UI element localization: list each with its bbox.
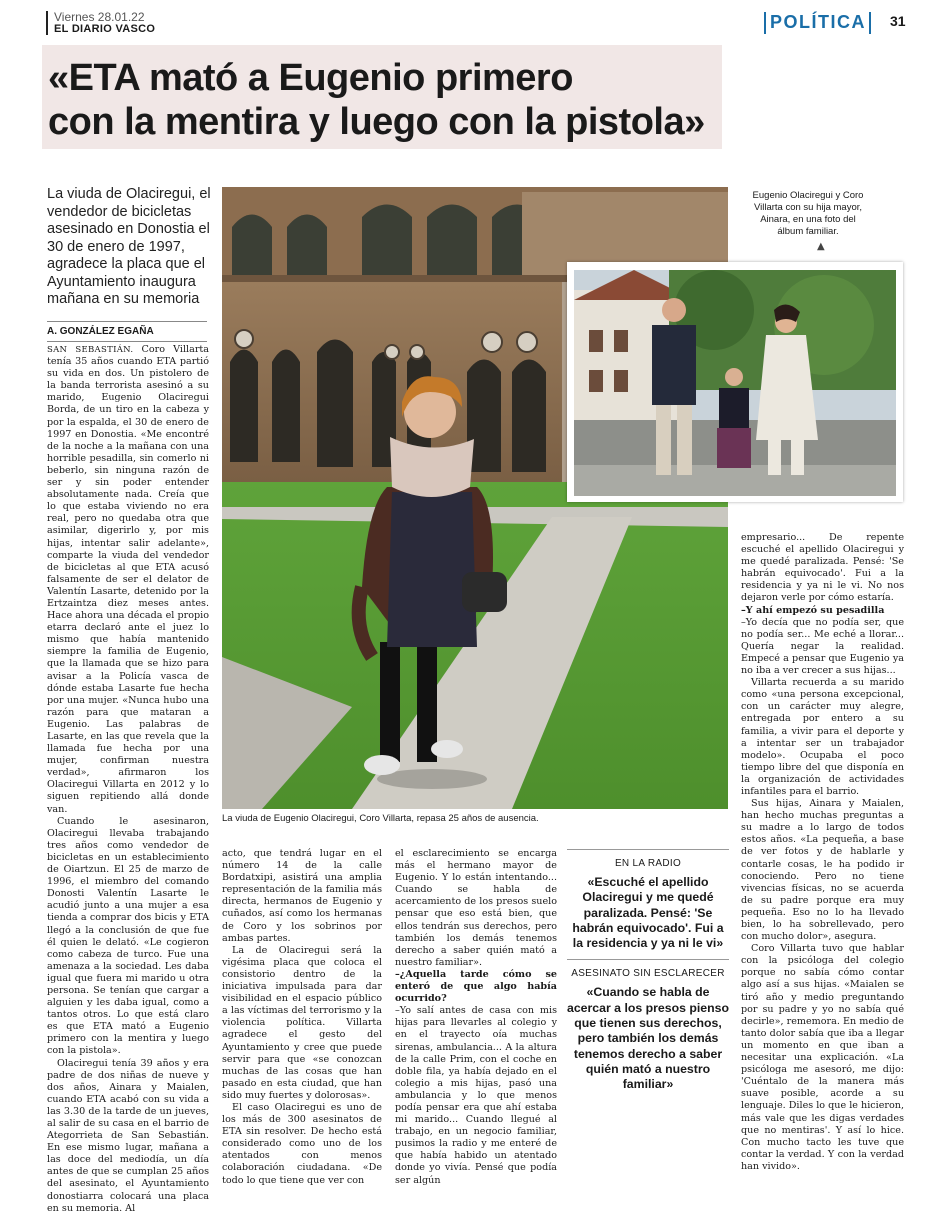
article-paragraph: SAN SEBASTIÁN. Coro Villarta tenía 35 años cuando ETA partió su vida en dos. Un pistolero de la banda terrorista asesinó a su marido, Eugenio Olaciregui Borda, de un tiro en la cabeza y por la espalda, el 30 de enero de 1997 en Donostia. «Me encontré de la noche a la mañana con una horrible pesadilla, sin comerlo ni beberlo, sin ninguna razón de ser y sin poder entender absolutamente nada. Creía que lo que estaba viviendo no era real, pero no quedaba otra que asimilar, digerirlo y, por mis hijas, intentar salir adelante», comparte la viuda del vendedor de bicicletas al que ETA acusó falsamente de ser el delator de Valentín Lasarte, detenido por la Ertzaintza diez meses antes. Hace ahora una década el propio etarra declaró ante el juez lo mismo que había mantenido siempre la familia de Eugenio, que la llamada que se hizo para avisar a la Policía vasca de dónde estaba Lasarte fue hecha por una mujer. «Nunca hubo una razón para que mataran a Eugenio. Las palabras de Lasarte, en las que revela que la llamada fue hecha por una mujer, confirman nuestra verdad», afirmaron los Olaciregui Villarta en 2012 y lo siguen repitiendo allá donde van. [47, 344, 209, 815]
issue-date: Viernes 28.01.22 [54, 10, 145, 24]
section-label: POLÍTICA [770, 12, 866, 32]
inset-family-photo [574, 270, 896, 496]
section-divider-right [869, 12, 871, 34]
article-column-2 [222, 848, 382, 1187]
article-paragraph: Coro Villarta tuvo que hablar con la psicóloga del colegio porque no sabía cómo contar algo así a sus hijas. «Maialen se tiró año y medio preguntando por su padre y yo no sabía qué decirle», rememora. En medio de tanto dolor sabía que iba a llegar un momento en que iban a necesitar una explicación. «La psicóloga me asesoró, me dijo: 'Cuéntalo de la manera más suave posible, acorde a su lenguaje. Diles lo que le hicieron, más vale que les digas verdades que no mentiras'. Y así lo hice. Con mucho tacto les tuve que contar la verdad. Y con la verdad han vivido». [741, 943, 904, 1172]
family-photo-illustration [574, 270, 896, 496]
article-column-4 [741, 532, 904, 1173]
caption-arrow-icon: ▲ [817, 241, 825, 252]
pullquote-label: EN LA RADIO [614, 858, 682, 869]
article-paragraph: La de Olaciregui será la vigésima placa que coloca el consistorio dentro de la iniciativa impulsada para dar visibilidad en el espacio público a las víctimas del terrorismo y la violencia política. Villarta agradece el gesto del Ayuntamiento y cree que puede servir para que «se conozcan muchas de las cosas que han pasado en esta ciudad, que han sido muy fuertes y dolorosas». [222, 944, 382, 1101]
pullquote-label: ASESINATO SIN ESCLARECER [571, 968, 725, 980]
article-paragraph: Cuando le asesinaron, Olaciregui llevaba trabajando tres años como vendedor de bicicletas en un establecimiento de Oiartzun. El 25 de marzo de 1996, el miembro del comando Donosti Valentín Lasarte le acudió junto a una mujer a esa tienda a comprar dos bicis y ETA llegó a la conclusión de que fue él quien le delató. «Le cogieron como cabeza de turco. Fue una amenaza a la sociedad. Les daba igual que fuera mi marido u otra persona. Se tenían que cargar a alguien y les daba igual, como a tantos otros. Lo que está claro es que ETA mató a Eugenio primero con la mentira y luego con la pistola». [47, 815, 209, 1057]
pullquote-box [567, 849, 729, 1093]
masthead-divider [46, 11, 48, 35]
article-paragraph: acto, que tendrá lugar en el número 14 de la calle Bordatxipi, asistirá una amplia representación de la familia más directa, hermanos de Eugenio y cuñados, así como los hermanas de Coro y los sobrinos por ambas partes. [222, 848, 382, 944]
main-photo-caption: La viuda de Eugenio Olaciregui, Coro Villarta, repasa 25 años de ausencia. [222, 813, 539, 824]
interview-answer: –Yo decía que no podía ser, que no podía ser... Me eché a llorar... Quería negar la realidad. Empecé a pensar que Eugenio ya no iba a ver crecer a sus hijas... [741, 616, 904, 677]
interview-answer: –Yo salí antes de casa con mis hijas para llevarles al colegio y en el trayecto oía muchas sirenas, ambulancia... A la altura de la calle Prim, con el coche en doble fila, ya había dejado en el colegio a mis hijas, pasó una ambulancia y lo que menos podía pensar era que ahí estaba mi marido... Cuando llegué al trabajo, en un negocio familiar, pusimos la radio y me enteré de que había habido un atentado donde yo vivía. Pensé que podía ser algún [395, 1005, 557, 1186]
article-paragraph: empresario... De repente escuché el apellido Olaciregui y me quedé paralizada. Pensé: 'Se habrán equivocado'. Fui a la residencia y ya ni le vi. No nos dejaron verle por cómo estaría. [741, 532, 904, 604]
pullquote-text: «Cuando se habla de acercar a los presos pienso que tienen sus derechos, pero también los demás tenemos derecho a saber quién mató a nuestro familiar» [567, 985, 729, 1092]
article-column-1 [47, 344, 209, 1215]
article-paragraph: Villarta recuerda a su marido como «una persona excepcional, con un carácter muy alegre, entregada por entero a su familia, a vivir para el deporte y a intentar ser un trabajador modelo». Ocupaba el poco tiempo libre del que disponía en la organización de actividades infantiles para el barrio. [741, 677, 904, 797]
pullquote-rule [567, 959, 729, 960]
inset-photo-caption: Eugenio Olaciregui y Coro Villarta con su hija mayor, Ainara, en una foto del álbum familiar. [752, 190, 864, 237]
headline [48, 56, 728, 144]
article-paragraph: Sus hijas, Ainara y Maialen, han hecho muchas preguntas a su madre a lo largo de todos estos años. «La pequeña, a base de ver fotos y de hablarle y contarle cosas, le ha podido ir conociendo. Pero no tiene vivencias físicas, no se acuerda de su padre porque era muy pequeña. Eso no lo ha llevado bien, lo ha sobrellevado, pero con mucho dolor», asegura. [741, 798, 904, 943]
dateline: SAN SEBASTIÁN. [47, 345, 134, 355]
section-divider-left [764, 12, 766, 34]
headline-line-2: con la mentira y luego con la pistola» [48, 101, 705, 143]
article-paragraph: Olaciregui tenía 39 años y era padre de dos niñas de nueve y dos años, Ainara y Maialen, cuando ETA acabó con su vida a las 3.30 de la tarde de un jueves, al salir de su casa en el barrio de Ategorrieta de San Sebastián. En ese mismo lugar, mañana a las doce del mediodía, un día antes de que se cumplan 25 años del asesinato, el Ayuntamiento donostiarra colocará una placa en su memoria. Al [47, 1057, 209, 1214]
newspaper-name: EL DIARIO VASCO [54, 23, 156, 35]
page-number: 31 [890, 13, 906, 29]
article-paragraph: El caso Olaciregui es uno de los más de 300 asesinatos de ETA sin resolver. De hecho está considerado como uno de los atentados con menos colaboración ciudadana. «De todo lo que tiene que ver con [222, 1101, 382, 1186]
pullquote-rule [567, 849, 729, 850]
interview-question: –¿Aquella tarde cómo se enteró de que algo había ocurrido? [395, 968, 557, 1005]
subheadline: La viuda de Olaciregui, el vendedor de bicicletas asesinado en Donostia el 30 de enero de 1997, agradece la placa que el Ayuntamiento inaugura mañana en su memoria [47, 186, 211, 307]
pullquote-text: «Escuché el apellido Olaciregui y me quedé paralizada. Pensé: 'Se habrán equivocado'. Fui a la residencia y ya ni le vi» [572, 875, 724, 951]
interview-question: –Y ahí empezó su pesadilla [741, 604, 885, 616]
article-paragraph: el esclarecimiento se encarga más el hermano mayor de Eugenio. Y lo están intentando... Cuando se habla de acercamiento de los presos suelo pensar que eso está bien, que ellos tendrán sus derechos, pero también los demás tenemos derecho a saber quién mató a nuestro familiar». [395, 848, 557, 968]
article-column-3 [395, 848, 557, 1187]
byline: A. GONZÁLEZ EGAÑA [47, 321, 207, 342]
headline-line-1: «ETA mató a Eugenio primero [48, 57, 573, 99]
